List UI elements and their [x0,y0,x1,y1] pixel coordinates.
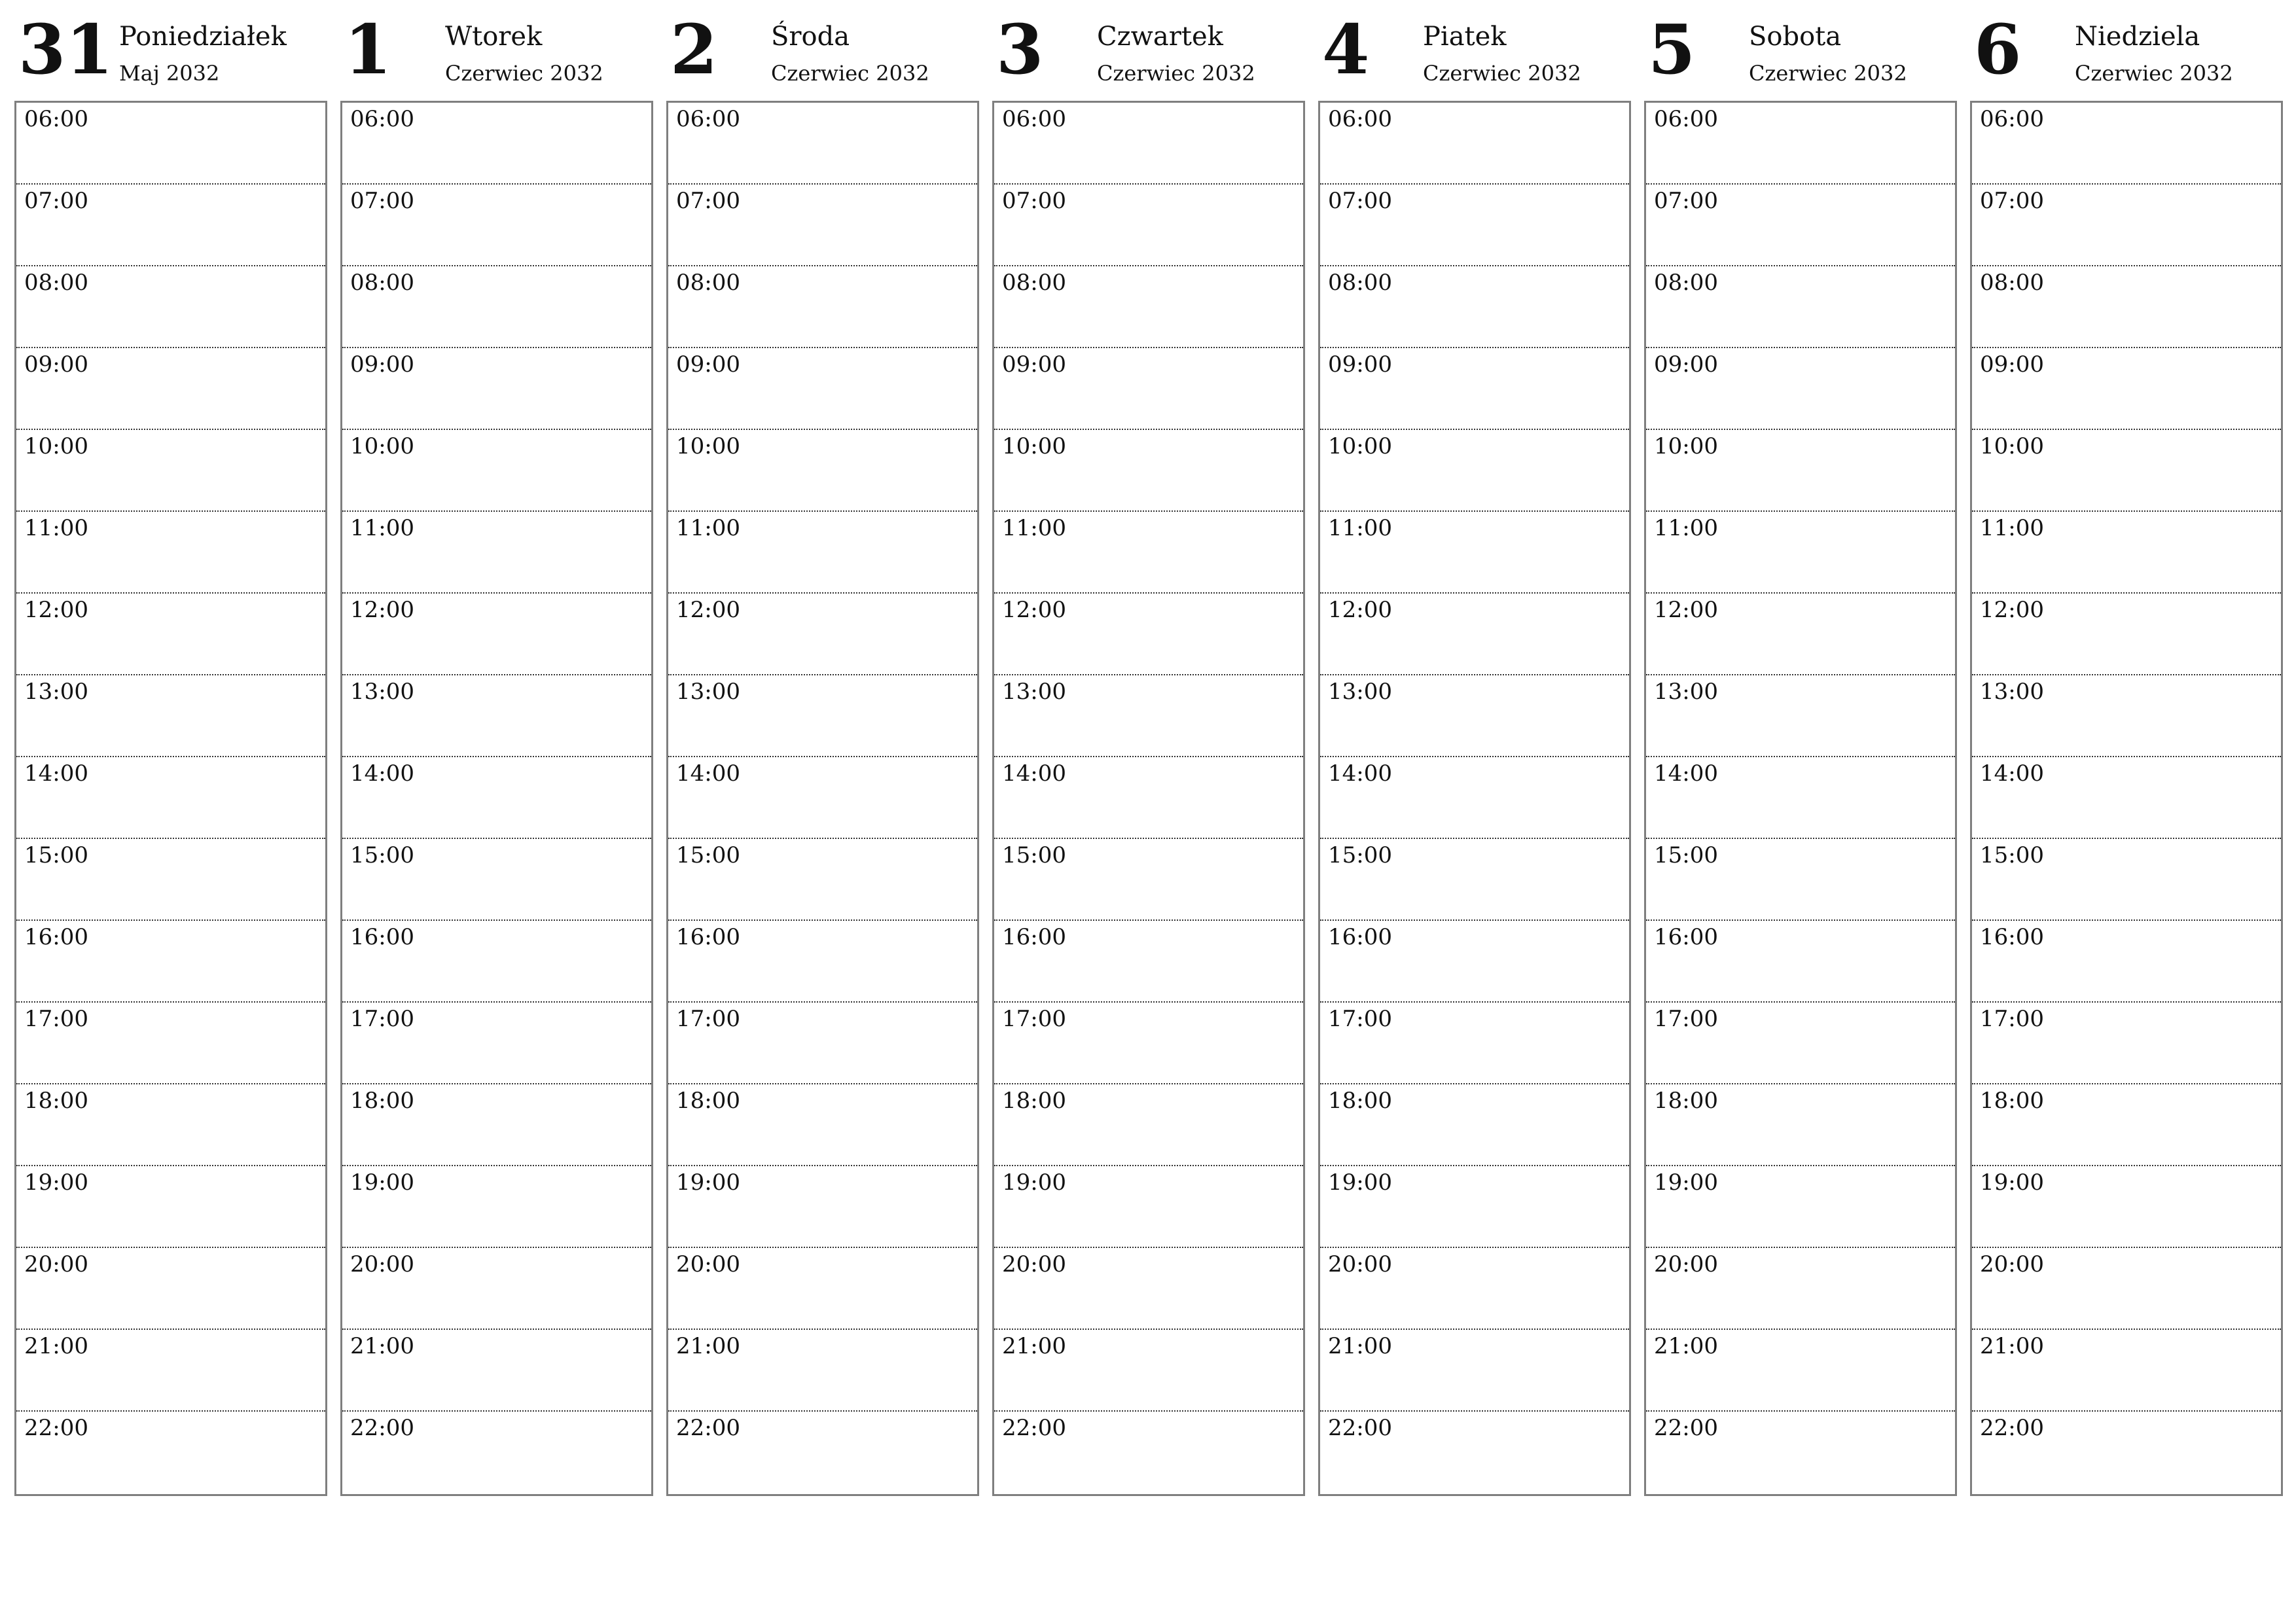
day-number: 5 [1648,9,1696,90]
time-label: 08:00 [1328,270,1392,296]
time-label: 21:00 [1980,1333,2044,1359]
day-number: 4 [1322,9,1370,90]
time-label: 08:00 [1654,270,1718,296]
time-label: 19:00 [1980,1169,2044,1196]
time-slot[interactable] [668,594,977,675]
day-number: 31 [18,9,113,90]
time-slot[interactable] [342,1003,651,1084]
time-label: 14:00 [1654,760,1718,787]
time-label: 08:00 [350,270,414,296]
time-slot[interactable] [994,1248,1303,1330]
time-slot[interactable] [1646,1330,1955,1412]
time-label: 15:00 [1980,842,2044,868]
day-schedule-box [340,101,653,1496]
time-label: 16:00 [1980,924,2044,950]
time-label: 14:00 [1002,760,1066,787]
time-label: 14:00 [24,760,88,787]
time-label: 10:00 [1002,433,1066,459]
time-label: 13:00 [1328,679,1392,705]
time-slot[interactable] [668,757,977,839]
time-slot[interactable] [1972,512,2281,594]
time-label: 15:00 [1002,842,1066,868]
time-slot[interactable] [994,594,1303,675]
time-slot[interactable] [1320,103,1629,185]
time-slot[interactable] [1646,185,1955,266]
time-slot[interactable] [16,594,325,675]
day-column [666,0,979,1505]
time-label: 12:00 [1980,597,2044,623]
time-label: 20:00 [24,1251,88,1277]
time-label: 18:00 [1328,1088,1392,1114]
day-month: Czerwiec 2032 [2075,61,2233,86]
time-slot[interactable] [994,185,1303,266]
time-label: 15:00 [1328,842,1392,868]
time-label: 18:00 [1654,1088,1718,1114]
time-label: 20:00 [676,1251,740,1277]
day-schedule-box [14,101,327,1496]
time-label: 12:00 [24,597,88,623]
time-label: 18:00 [24,1088,88,1114]
time-slot[interactable] [1320,430,1629,512]
time-label: 19:00 [24,1169,88,1196]
time-slot[interactable] [1646,512,1955,594]
time-slot[interactable] [1646,266,1955,348]
time-label: 15:00 [676,842,740,868]
time-label: 21:00 [1328,1333,1392,1359]
time-label: 18:00 [676,1088,740,1114]
time-slot[interactable] [16,103,325,185]
time-label: 07:00 [676,188,740,214]
time-label: 21:00 [676,1333,740,1359]
time-slot[interactable] [994,921,1303,1003]
time-slot[interactable] [1972,1330,2281,1412]
time-slot[interactable] [1646,1084,1955,1166]
time-slot[interactable] [668,512,977,594]
time-label: 06:00 [24,106,88,132]
day-number: 1 [344,9,392,90]
time-label: 16:00 [1328,924,1392,950]
time-label: 18:00 [1980,1088,2044,1114]
time-label: 13:00 [676,679,740,705]
time-label: 17:00 [350,1006,414,1032]
time-label: 11:00 [1654,515,1718,541]
time-label: 09:00 [1002,351,1066,378]
time-slot[interactable] [1972,675,2281,757]
time-label: 12:00 [1002,597,1066,623]
time-slot[interactable] [1972,266,2281,348]
time-slot[interactable] [16,1166,325,1248]
time-slot[interactable] [668,1003,977,1084]
time-slot[interactable] [1320,1248,1629,1330]
time-slot[interactable] [1646,757,1955,839]
time-label: 22:00 [1654,1415,1718,1441]
time-label: 16:00 [24,924,88,950]
time-slot[interactable] [342,266,651,348]
time-label: 16:00 [1002,924,1066,950]
time-slot[interactable] [668,1166,977,1248]
time-label: 22:00 [1002,1415,1066,1441]
time-slot[interactable] [342,1084,651,1166]
day-schedule-box [1970,101,2283,1496]
day-schedule-box [666,101,979,1496]
time-slot[interactable] [1646,594,1955,675]
time-label: 10:00 [676,433,740,459]
time-slot[interactable] [668,1330,977,1412]
time-label: 17:00 [24,1006,88,1032]
time-slot[interactable] [1646,103,1955,185]
time-slot[interactable] [16,921,325,1003]
time-label: 13:00 [1980,679,2044,705]
time-label: 13:00 [1002,679,1066,705]
day-month: Czerwiec 2032 [771,61,929,86]
time-label: 09:00 [24,351,88,378]
time-slot[interactable] [668,430,977,512]
time-label: 20:00 [1980,1251,2044,1277]
time-slot[interactable] [342,921,651,1003]
time-slot[interactable] [668,675,977,757]
time-slot[interactable] [16,348,325,430]
time-slot[interactable] [994,757,1303,839]
time-label: 11:00 [350,515,414,541]
time-slot[interactable] [16,1248,325,1330]
time-slot[interactable] [994,675,1303,757]
time-label: 08:00 [24,270,88,296]
day-column [14,0,327,1505]
time-slot[interactable] [342,1166,651,1248]
time-slot[interactable] [342,103,651,185]
day-schedule-box [1318,101,1631,1496]
time-label: 13:00 [24,679,88,705]
time-label: 06:00 [1980,106,2044,132]
time-label: 11:00 [676,515,740,541]
time-label: 22:00 [676,1415,740,1441]
time-slot[interactable] [1972,1166,2281,1248]
time-label: 17:00 [1654,1006,1718,1032]
time-slot[interactable] [342,594,651,675]
time-slot[interactable] [994,512,1303,594]
time-slot[interactable] [1320,1084,1629,1166]
day-month: Czerwiec 2032 [1423,61,1581,86]
time-slot[interactable] [1972,594,2281,675]
time-slot[interactable] [1972,1003,2281,1084]
time-label: 20:00 [1002,1251,1066,1277]
time-label: 11:00 [1980,515,2044,541]
time-slot[interactable] [994,430,1303,512]
time-label: 10:00 [1980,433,2044,459]
day-header [1318,0,1631,98]
time-label: 10:00 [24,433,88,459]
time-label: 11:00 [24,515,88,541]
time-slot[interactable] [16,1330,325,1412]
time-slot[interactable] [16,1412,325,1494]
time-label: 06:00 [1654,106,1718,132]
time-slot[interactable] [994,1166,1303,1248]
time-label: 16:00 [676,924,740,950]
time-slot[interactable] [668,266,977,348]
time-slot[interactable] [1646,675,1955,757]
time-slot[interactable] [1646,430,1955,512]
time-slot[interactable] [342,1330,651,1412]
time-label: 11:00 [1002,515,1066,541]
day-header [1644,0,1957,98]
time-label: 08:00 [1980,270,2044,296]
time-slot[interactable] [1320,266,1629,348]
time-slot[interactable] [1320,1412,1629,1494]
time-label: 16:00 [1654,924,1718,950]
day-column [1970,0,2283,1505]
day-number: 6 [1974,9,2022,90]
time-slot[interactable] [1972,430,2281,512]
time-slot[interactable] [994,1084,1303,1166]
time-label: 07:00 [1654,188,1718,214]
time-slot[interactable] [342,1412,651,1494]
weekly-planner [14,0,2283,1505]
time-label: 11:00 [1328,515,1392,541]
day-month: Maj 2032 [119,61,220,86]
time-slot[interactable] [1320,185,1629,266]
time-slot[interactable] [342,839,651,921]
day-number: 2 [670,9,718,90]
time-label: 22:00 [1328,1415,1392,1441]
time-slot[interactable] [342,348,651,430]
day-name: Środa [771,22,850,52]
time-label: 17:00 [1328,1006,1392,1032]
time-slot[interactable] [16,675,325,757]
time-label: 17:00 [1980,1006,2044,1032]
time-label: 17:00 [676,1006,740,1032]
time-slot[interactable] [16,512,325,594]
day-name: Wtorek [445,22,543,52]
time-label: 12:00 [1654,597,1718,623]
time-slot[interactable] [668,921,977,1003]
day-header [14,0,327,98]
time-slot[interactable] [1320,921,1629,1003]
time-slot[interactable] [994,103,1303,185]
time-slot[interactable] [1646,1412,1955,1494]
time-slot[interactable] [1972,921,2281,1003]
time-label: 10:00 [1328,433,1392,459]
time-slot[interactable] [1646,348,1955,430]
time-label: 12:00 [1328,597,1392,623]
time-slot[interactable] [994,839,1303,921]
time-slot[interactable] [1972,185,2281,266]
day-header [340,0,653,98]
time-slot[interactable] [994,1330,1303,1412]
time-slot[interactable] [1320,839,1629,921]
time-label: 06:00 [350,106,414,132]
time-label: 20:00 [1654,1251,1718,1277]
time-slot[interactable] [1646,921,1955,1003]
time-slot[interactable] [1972,839,2281,921]
time-label: 19:00 [1328,1169,1392,1196]
time-label: 08:00 [1002,270,1066,296]
time-slot[interactable] [342,757,651,839]
time-label: 22:00 [24,1415,88,1441]
day-month: Czerwiec 2032 [1749,61,1907,86]
time-label: 07:00 [350,188,414,214]
time-slot[interactable] [1972,348,2281,430]
day-name: Poniedziałek [119,22,287,52]
day-header [1970,0,2283,98]
time-slot[interactable] [342,1248,651,1330]
time-label: 17:00 [1002,1006,1066,1032]
time-slot[interactable] [16,430,325,512]
time-label: 09:00 [1328,351,1392,378]
time-label: 10:00 [1654,433,1718,459]
time-label: 16:00 [350,924,414,950]
time-slot[interactable] [1972,1412,2281,1494]
time-slot[interactable] [1972,103,2281,185]
time-slot[interactable] [1320,1003,1629,1084]
time-label: 07:00 [24,188,88,214]
day-schedule-box [1644,101,1957,1496]
time-slot[interactable] [1646,1248,1955,1330]
time-label: 15:00 [1654,842,1718,868]
time-label: 14:00 [1328,760,1392,787]
time-label: 12:00 [676,597,740,623]
time-label: 07:00 [1328,188,1392,214]
day-column [340,0,653,1505]
time-slot[interactable] [994,266,1303,348]
time-label: 21:00 [1002,1333,1066,1359]
time-slot[interactable] [16,185,325,266]
time-slot[interactable] [342,430,651,512]
time-label: 14:00 [676,760,740,787]
day-header [992,0,1305,98]
time-slot[interactable] [1646,1166,1955,1248]
time-slot[interactable] [16,1084,325,1166]
time-label: 10:00 [350,433,414,459]
time-label: 19:00 [1002,1169,1066,1196]
time-label: 07:00 [1980,188,2044,214]
time-slot[interactable] [668,185,977,266]
time-slot[interactable] [668,1248,977,1330]
time-slot[interactable] [1320,594,1629,675]
time-slot[interactable] [668,103,977,185]
day-column [1318,0,1631,1505]
time-label: 09:00 [1980,351,2044,378]
time-slot[interactable] [16,1003,325,1084]
time-label: 18:00 [1002,1088,1066,1114]
time-label: 09:00 [1654,351,1718,378]
time-slot[interactable] [668,1412,977,1494]
time-label: 14:00 [350,760,414,787]
day-month: Czerwiec 2032 [445,61,603,86]
time-label: 09:00 [676,351,740,378]
time-slot[interactable] [1972,757,2281,839]
time-slot[interactable] [1320,348,1629,430]
time-slot[interactable] [1646,1003,1955,1084]
day-name: Piatek [1423,22,1507,52]
time-slot[interactable] [342,185,651,266]
time-slot[interactable] [16,266,325,348]
time-label: 19:00 [676,1169,740,1196]
time-slot[interactable] [1320,512,1629,594]
day-name: Sobota [1749,22,1842,52]
time-slot[interactable] [1320,675,1629,757]
time-slot[interactable] [994,1412,1303,1494]
time-label: 21:00 [1654,1333,1718,1359]
time-label: 13:00 [1654,679,1718,705]
time-label: 20:00 [1328,1251,1392,1277]
time-slot[interactable] [342,512,651,594]
time-label: 06:00 [676,106,740,132]
time-label: 14:00 [1980,760,2044,787]
time-slot[interactable] [1320,757,1629,839]
time-label: 07:00 [1002,188,1066,214]
time-slot[interactable] [668,839,977,921]
time-label: 19:00 [350,1169,414,1196]
day-column [992,0,1305,1505]
time-label: 09:00 [350,351,414,378]
time-label: 15:00 [350,842,414,868]
time-slot[interactable] [1320,1166,1629,1248]
time-slot[interactable] [668,348,977,430]
time-label: 21:00 [350,1333,414,1359]
time-slot[interactable] [1646,839,1955,921]
time-label: 08:00 [676,270,740,296]
time-label: 21:00 [24,1333,88,1359]
time-slot[interactable] [994,1003,1303,1084]
time-slot[interactable] [668,1084,977,1166]
day-header [666,0,979,98]
day-name: Czwartek [1097,22,1223,52]
day-number: 3 [996,9,1044,90]
time-label: 15:00 [24,842,88,868]
time-slot[interactable] [1320,1330,1629,1412]
day-name: Niedziela [2075,22,2200,52]
time-slot[interactable] [994,348,1303,430]
time-label: 18:00 [350,1088,414,1114]
time-label: 13:00 [350,679,414,705]
time-label: 19:00 [1654,1169,1718,1196]
time-label: 06:00 [1328,106,1392,132]
time-slot[interactable] [342,675,651,757]
day-column [1644,0,1957,1505]
time-slot[interactable] [1972,1248,2281,1330]
time-slot[interactable] [16,839,325,921]
time-slot[interactable] [16,757,325,839]
day-month: Czerwiec 2032 [1097,61,1255,86]
time-label: 20:00 [350,1251,414,1277]
time-label: 12:00 [350,597,414,623]
time-label: 06:00 [1002,106,1066,132]
time-label: 22:00 [1980,1415,2044,1441]
day-schedule-box [992,101,1305,1496]
time-slot[interactable] [1972,1084,2281,1166]
time-label: 22:00 [350,1415,414,1441]
